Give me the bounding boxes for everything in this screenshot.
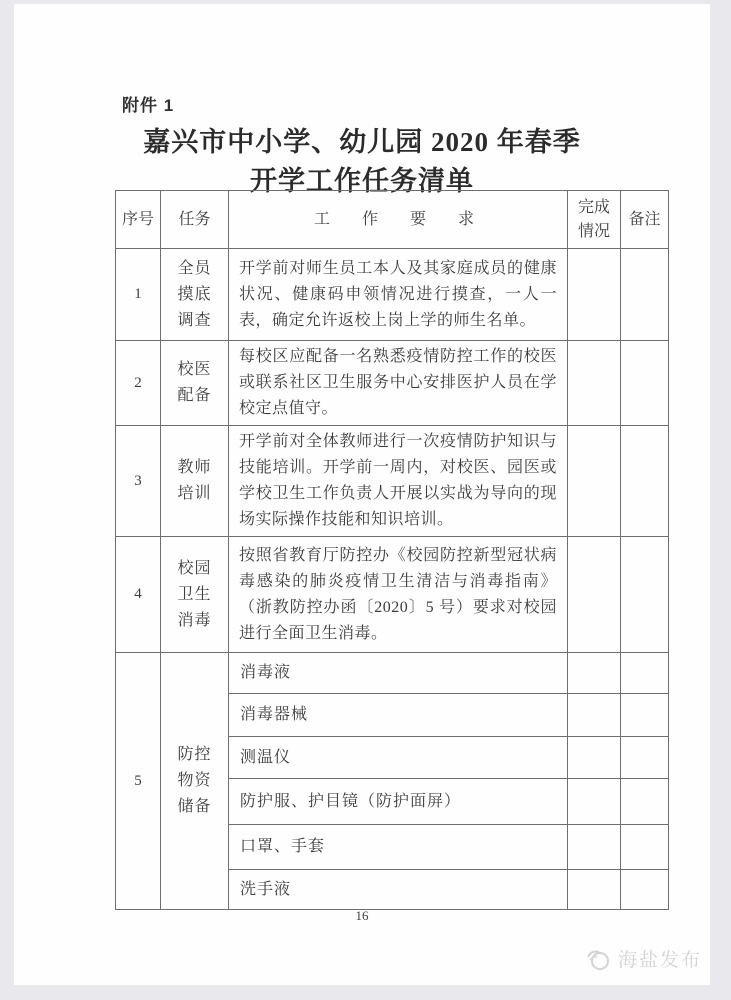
remarks-cell [621,537,669,653]
table-row [116,341,669,426]
document-page [14,4,710,985]
requirement-cell: 测温仪 [229,737,568,779]
requirement-cell: 按照省教育厅防控办《校园防控新型冠状病毒感染的肺炎疫情卫生清洁与消毒指南》（浙教防控办函〔2020〕5 号）要求对校园进行全面卫生消毒。 [229,537,568,653]
requirement-cell: 口罩、手套 [229,825,568,870]
attachment-label: 附件 1 [122,96,175,115]
remarks-cell [621,426,669,537]
completion-cell [568,825,621,870]
requirement-cell: 开学前对师生员工本人及其家庭成员的健康状况、健康码申领情况进行摸查，一人一表，确定允许返校上岗上学的师生名单。 [229,249,568,341]
requirement-cell: 消毒器械 [229,694,568,737]
requirement-cell: 防护服、护目镜（防护面屏） [229,779,568,825]
requirement-cell: 开学前对全体教师进行一次疫情防护知识与技能培训。开学前一周内，对校医、园医或学校卫生工作负责人开展以实战为导向的现场实际操作技能和知识培训。 [229,426,568,537]
remarks-cell [621,694,669,737]
remarks-cell [621,737,669,779]
watermark [586,945,702,972]
task-cell: 全员摸底调查 [161,249,229,341]
table-row [116,537,669,653]
completion-cell [568,426,621,537]
header-completion: 完成情况 [568,191,621,249]
task-cell: 校医配备 [161,341,229,426]
document-title-line2: 开学工作任务清单 [250,166,474,196]
index-cell: 4 [116,537,161,653]
completion-cell [568,341,621,426]
requirement-cell: 每校区应配备一名熟悉疫情防控工作的校医或联系社区卫生服务中心安排医护人员在学校定点值守。 [229,341,568,426]
index-cell: 5 [116,653,161,910]
remarks-cell [621,249,669,341]
remarks-cell [621,825,669,870]
completion-cell [568,537,621,653]
completion-cell [568,737,621,779]
index-cell: 3 [116,426,161,537]
table-row [116,426,669,537]
index-cell: 1 [116,249,161,341]
completion-cell [568,870,621,910]
header-remarks: 备注 [621,191,669,249]
table-row [116,653,669,694]
page-number: 16 [355,908,369,923]
watermark-text: 海盐发布 [618,950,703,971]
table-header-row [116,191,669,249]
header-task: 任务 [161,191,229,249]
header-requirement: 工 作 要 求 [229,191,568,249]
remarks-cell [621,653,669,694]
remarks-cell [621,341,669,426]
table-row [116,249,669,341]
task-cell: 校园卫生消毒 [161,537,229,653]
completion-cell [568,694,621,737]
task-cell: 教师培训 [161,426,229,537]
remarks-cell [621,870,669,910]
task-cell: 防控物资储备 [161,653,229,910]
requirement-cell: 洗手液 [229,870,568,910]
header-index: 序号 [116,191,161,249]
requirement-cell: 消毒液 [229,653,568,694]
completion-cell [568,249,621,341]
completion-cell [568,779,621,825]
document-title-line1: 嘉兴市中小学、幼儿园 2020 年春季 [143,127,581,157]
index-cell: 2 [116,341,161,426]
remarks-cell [621,779,669,825]
publisher-logo-icon [586,947,612,971]
task-table [115,190,669,910]
completion-cell [568,653,621,694]
